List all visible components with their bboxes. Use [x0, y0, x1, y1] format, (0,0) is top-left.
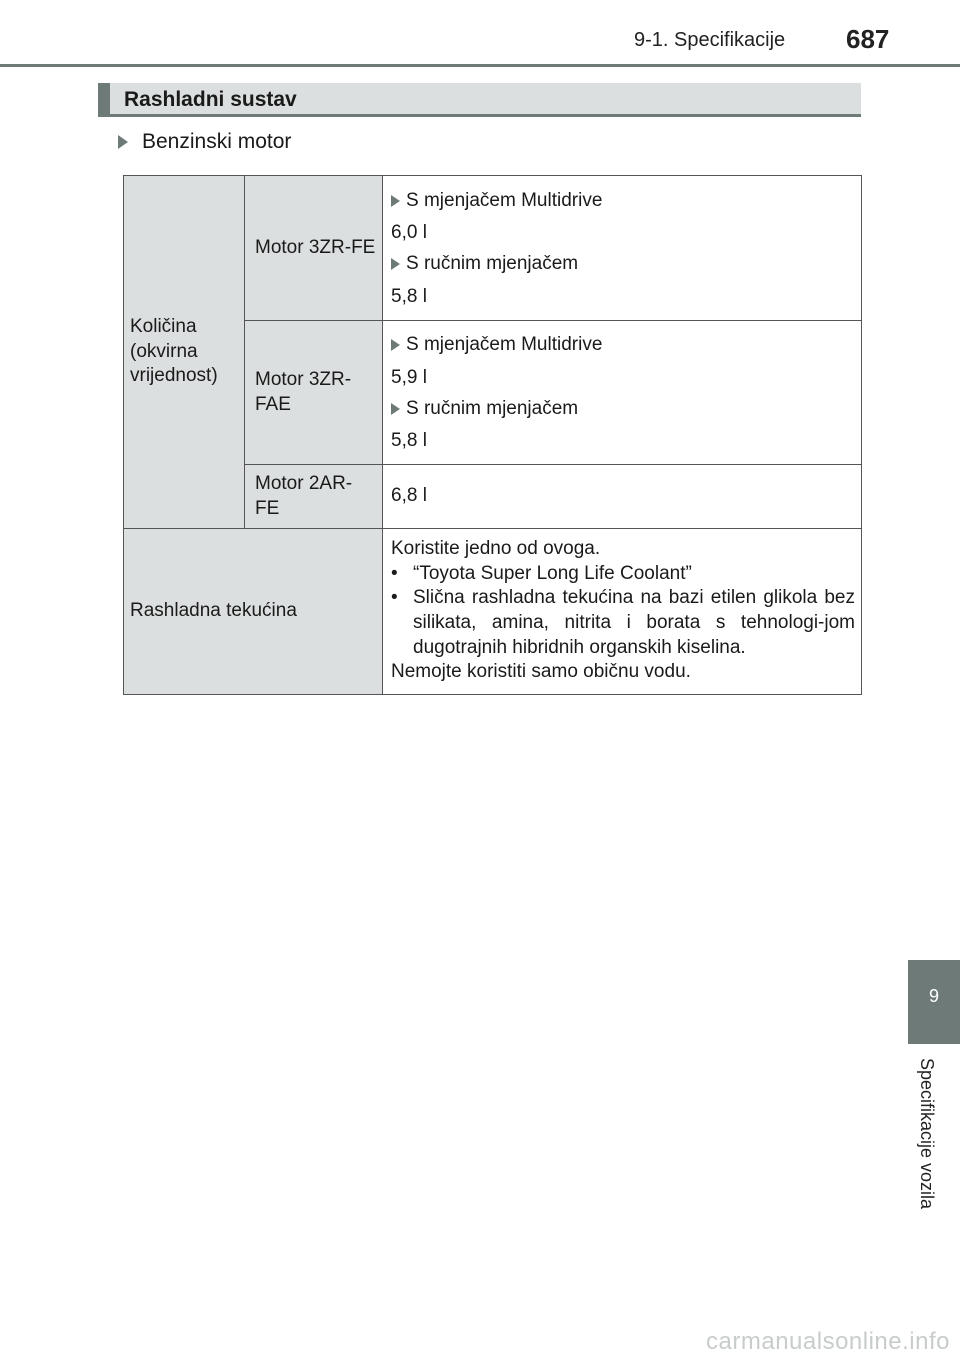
coolant-label: Rashladna tekućina [124, 529, 383, 695]
option-label: S ručnim mjenjačem [406, 253, 579, 274]
option-row [391, 333, 855, 358]
subheading-text: Benzinski motor [142, 130, 292, 153]
coolant-spec-table [123, 175, 862, 695]
value-cell: 6,8 l [383, 465, 862, 529]
coolant-description [383, 529, 862, 695]
motor-cell: Motor 2AR-FE [245, 465, 383, 529]
option-row [391, 397, 855, 422]
coolant-intro: Koristite jedno od ovoga. [391, 538, 601, 559]
section-title: Rashladni sustav [124, 88, 297, 111]
coolant-bullet: • Slična rashladna tekućina na bazi etilen glikola bez silikata, amina, nitrita i borata s tehnologi-jom dugotrajnih hibridnih organskih kiselina. [391, 586, 855, 660]
option-value: 5,8 l [391, 430, 427, 452]
value-cell [383, 321, 862, 465]
header-divider [0, 64, 960, 67]
quantity-label: Količina (okvirna vrijednost) [124, 176, 245, 529]
coolant-bullet: • “Toyota Super Long Life Coolant” [391, 562, 855, 587]
page-number: 687 [846, 24, 890, 54]
watermark: carmanualsonline.info [706, 1328, 950, 1355]
triangle-bullet-icon [391, 339, 400, 351]
triangle-bullet-icon [118, 135, 128, 149]
chapter-label: Specifikacije vozila [917, 1058, 937, 1210]
subheading [118, 130, 291, 154]
motor-cell: Motor 3ZR-FE [245, 176, 383, 321]
triangle-bullet-icon [391, 258, 400, 270]
option-label: S mjenjačem Multidrive [406, 334, 603, 356]
option-value: 5,9 l [391, 366, 427, 388]
option-value: 6,0 l [391, 222, 427, 244]
value-cell [383, 176, 862, 321]
option-row [391, 189, 855, 214]
section-heading: 9-1. Specifikacije [634, 29, 786, 51]
chapter-number: 9 [928, 986, 939, 1006]
option-value: 5,8 l [391, 285, 427, 307]
option-label: S mjenjačem Multidrive [406, 189, 603, 211]
motor-cell: Motor 3ZR-FAE [245, 321, 383, 465]
coolant-note: Nemojte koristiti samo običnu vodu. [391, 661, 691, 683]
chapter-tab [908, 960, 960, 1044]
option-label: S ručnim mjenjačem [406, 397, 579, 419]
option-row [391, 252, 855, 277]
triangle-bullet-icon [391, 195, 400, 207]
triangle-bullet-icon [391, 403, 400, 415]
section-title-bar [98, 83, 861, 117]
